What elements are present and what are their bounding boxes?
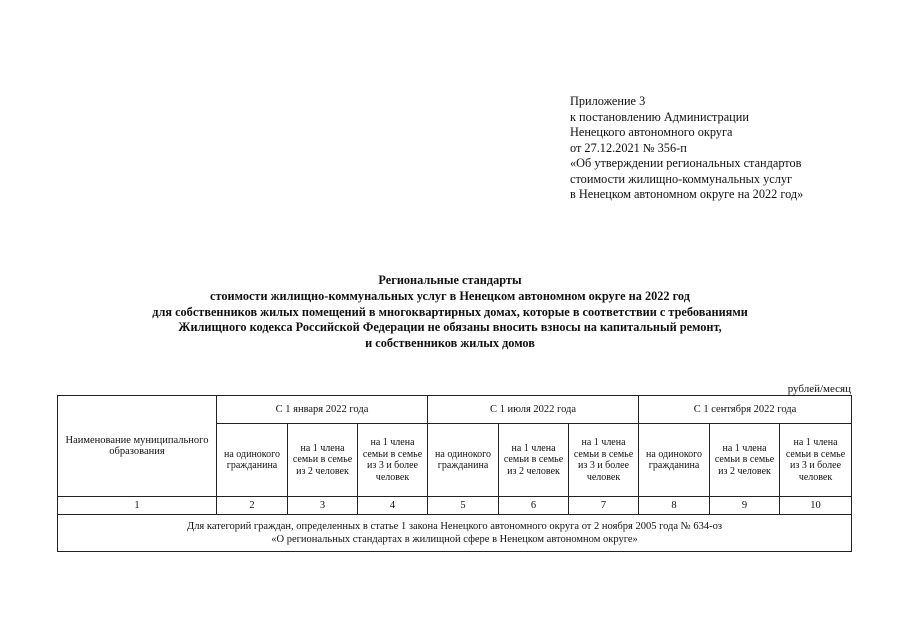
- category-row: [58, 515, 852, 552]
- column-number: 5: [428, 497, 499, 515]
- sub-header-two: на 1 члена семьи в семье из 2 человек: [710, 424, 780, 497]
- sub-header-single: на одинокого гражданина: [217, 424, 288, 497]
- sub-header-two: на 1 члена семьи в семье из 2 человек: [499, 424, 569, 497]
- sub-header-three: на 1 члена семьи в семье из 3 и более человек: [780, 424, 852, 497]
- appendix-line: от 27.12.2021 № 356-п: [570, 140, 687, 155]
- period-header: С 1 сентября 2022 года: [639, 396, 852, 424]
- title-line: и собственников жилых домов: [365, 336, 535, 351]
- document-title: [60, 273, 840, 352]
- appendix-line: Приложение 3: [570, 94, 646, 108]
- title-line: Жилищного кодекса Российской Федерации не обязаны вносить взносы на капитальный ремонт,: [178, 320, 722, 335]
- column-number: 9: [710, 497, 780, 515]
- column-number: 8: [639, 497, 710, 515]
- column-number: 6: [499, 497, 569, 515]
- category-line: «О региональных стандартах в жилищной сфере в Ненецком автономном округе»: [271, 534, 638, 545]
- sub-header-single: на одинокого гражданина: [428, 424, 499, 497]
- appendix-line: к постановлению Администрации: [570, 109, 749, 124]
- column-number: 7: [569, 497, 639, 515]
- column-number: 1: [58, 497, 217, 515]
- sub-header-single: на одинокого гражданина: [639, 424, 710, 497]
- column-number: 3: [288, 497, 358, 515]
- column-number: 2: [217, 497, 288, 515]
- title-line: Региональные стандарты: [378, 273, 522, 287]
- category-line: Для категорий граждан, определенных в статье 1 закона Ненецкого автономного округа от 2 ноября 2005 года № 634-оз: [187, 521, 722, 532]
- sub-header-three: на 1 члена семьи в семье из 3 и более человек: [358, 424, 428, 497]
- sub-header-two: на 1 члена семьи в семье из 2 человек: [288, 424, 358, 497]
- title-line: для собственников жилых помещений в многоквартирных домах, которые в соответствии с требованиями: [152, 304, 748, 319]
- standards-table: [57, 395, 852, 552]
- appendix-line: в Ненецком автономном округе на 2022 год»: [570, 187, 804, 201]
- unit-label: рублей/месяц: [787, 383, 851, 395]
- title-line: стоимости жилищно-коммунальных услуг в Ненецком автономном округе на 2022 год: [210, 288, 690, 303]
- appendix-line: стоимости жилищно-коммунальных услуг: [570, 171, 793, 186]
- period-header: С 1 января 2022 года: [217, 396, 428, 424]
- period-header: С 1 июля 2022 года: [428, 396, 639, 424]
- appendix-line: Ненецкого автономного округа: [570, 125, 733, 139]
- appendix-line: «Об утверждении региональных стандартов: [570, 156, 802, 170]
- municipality-header: Наименование муниципального образования: [58, 396, 217, 497]
- column-number: 4: [358, 497, 428, 515]
- column-number: 10: [780, 497, 852, 515]
- appendix-block: [570, 94, 803, 203]
- sub-header-three: на 1 члена семьи в семье из 3 и более человек: [569, 424, 639, 497]
